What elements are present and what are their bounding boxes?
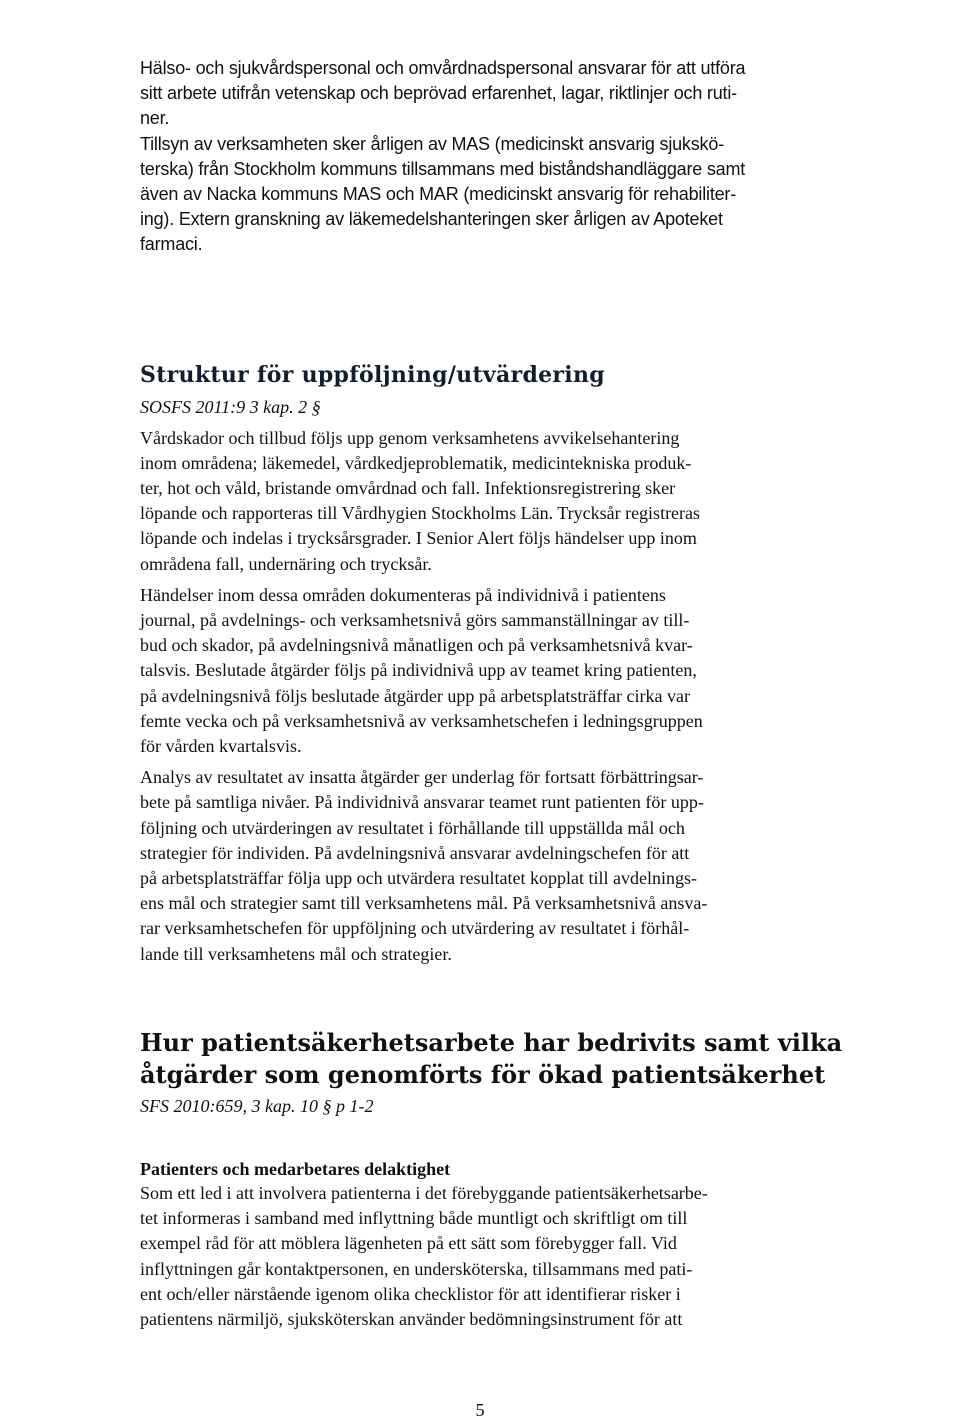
text-line: sitt arbete utifrån vetenskap och beprövad erfarenhet, lagar, riktlinjer och ruti- [140,83,737,104]
text-line: talsvis. Beslutade åtgärder följs på individnivå upp av teamet kring patienten, [140,660,697,681]
text-line: exempel råd för att möblera lägenheten på ett sätt som förebygger fall. Vid [140,1233,677,1254]
paragraph-patient-involvement [140,1181,830,1332]
text-line: terska) från Stockholm kommuns tillsammans med biståndshandläggare samt [140,158,746,179]
paragraph-analysis-results [140,765,830,967]
text-line: strategier för individen. På avdelningsnivå ansvarar avdelningschefen för att [140,842,690,863]
text-line: lande till verksamhetens mål och strategier. [140,943,452,964]
section-heading-patient-safety [140,1027,843,1091]
text-line: Analys av resultatet av insatta åtgärder ger underlag för fortsatt förbättringsar- [140,767,704,788]
text-line: tet informeras i samband med inflyttning både muntligt och skriftligt om till [140,1208,688,1229]
text-line: femte vecka och på verksamhetsnivå av verksamhetschefen i ledningsgruppen [140,710,703,731]
text-line: på arbetsplatsträffar följa upp och utvärdera resultatet kopplat till avdelnings- [140,868,697,889]
text-line: Tillsyn av verksamheten sker årligen av MAS (medicinskt ansvarig sjukskö- [140,133,724,154]
text-line: bud och skador, på avdelningsnivå månatligen och på verksamhetsnivå kvar- [140,635,693,656]
text-line: Händelser inom dessa områden dokumenteras på individnivå i patientens [140,584,666,605]
text-line: löpande och rapporteras till Vårdhygien Stockholms Län. Trycksår registreras [140,503,701,524]
text-line: rar verksamhetschefen för uppföljning och utvärdering av resultatet i förhål- [140,918,690,939]
paragraph-incident-reporting [140,426,830,577]
text-line: farmaci. [140,234,203,255]
text-line: bete på samtliga nivåer. På individnivå ansvarar teamet runt patienten för upp- [140,792,704,813]
text-line: följning och utvärderingen av resultatet i förhållande till uppställda mål och [140,817,685,838]
text-line: inflyttningen går kontaktpersonen, en undersköterska, tillsammans med pati- [140,1258,693,1279]
legal-reference-sosfs: SOSFS 2011:9 3 kap. 2 § [140,396,321,417]
document-page [140,56,843,1332]
text-line: journal, på avdelnings- och verksamhetsnivå görs sammanställningar av till- [140,610,690,631]
text-line: inom områdena; läkemedel, vårdkedjeproblematik, medicintekniska produk- [140,452,692,473]
text-line: på avdelningsnivå följs beslutade åtgärder upp på arbetsplatsträffar cirka var [140,685,690,706]
text-line: Hälso- och sjukvårdspersonal och omvårdnadspersonal ansvarar för att utföra [140,58,746,78]
text-line: områdena fall, undernäring och trycksår. [140,553,432,574]
text-line: för vården kvartalsvis. [140,736,302,757]
text-line: Vårdskador och tillbud följs upp genom verksamhetens avvikelsehantering [140,427,680,448]
subheading-participation: Patienters och medarbetares delaktighet [140,1158,451,1179]
text-line: även av Nacka kommuns MAS och MAR (medicinskt ansvarig för rehabiliter- [140,184,737,205]
intro-paragraph-supervision [140,132,830,258]
intro-paragraph-responsibility [140,56,830,132]
text-line: Som ett led i att involvera patienterna i det förebyggande patientsäkerhetsarbe- [140,1182,708,1203]
legal-reference-sfs: SFS 2010:659, 3 kap. 10 § p 1-2 [140,1095,374,1116]
text-line: patientens närmiljö, sjuksköterskan använder bedömningsinstrument för att [140,1308,683,1329]
paragraph-documentation-levels [140,583,830,759]
text-line: löpande och indelas i trycksårsgrader. I Senior Alert följs händelser upp inom [140,528,697,549]
heading-line: Hur patientsäkerhetsarbete har bedrivits samt vilka [140,1027,843,1057]
text-line: ing). Extern granskning av läkemedelshanteringen sker årligen av Apoteket [140,209,723,230]
heading-line: åtgärder som genomförts för ökad patientsäkerhet [140,1059,826,1089]
page-number: 5 [475,1400,485,1420]
text-line: ens mål och strategier samt till verksamhetens mål. På verksamhetsnivå ansva- [140,893,708,914]
section-heading-structure: Struktur för uppföljning/utvärdering [140,361,605,388]
text-line: ter, hot och våld, bristande omvårdnad och fall. Infektionsregistrering sker [140,478,676,499]
text-line: ner. [140,108,170,129]
text-line: ent och/eller närstående igenom olika checklistor för att identifierar risker i [140,1283,681,1304]
